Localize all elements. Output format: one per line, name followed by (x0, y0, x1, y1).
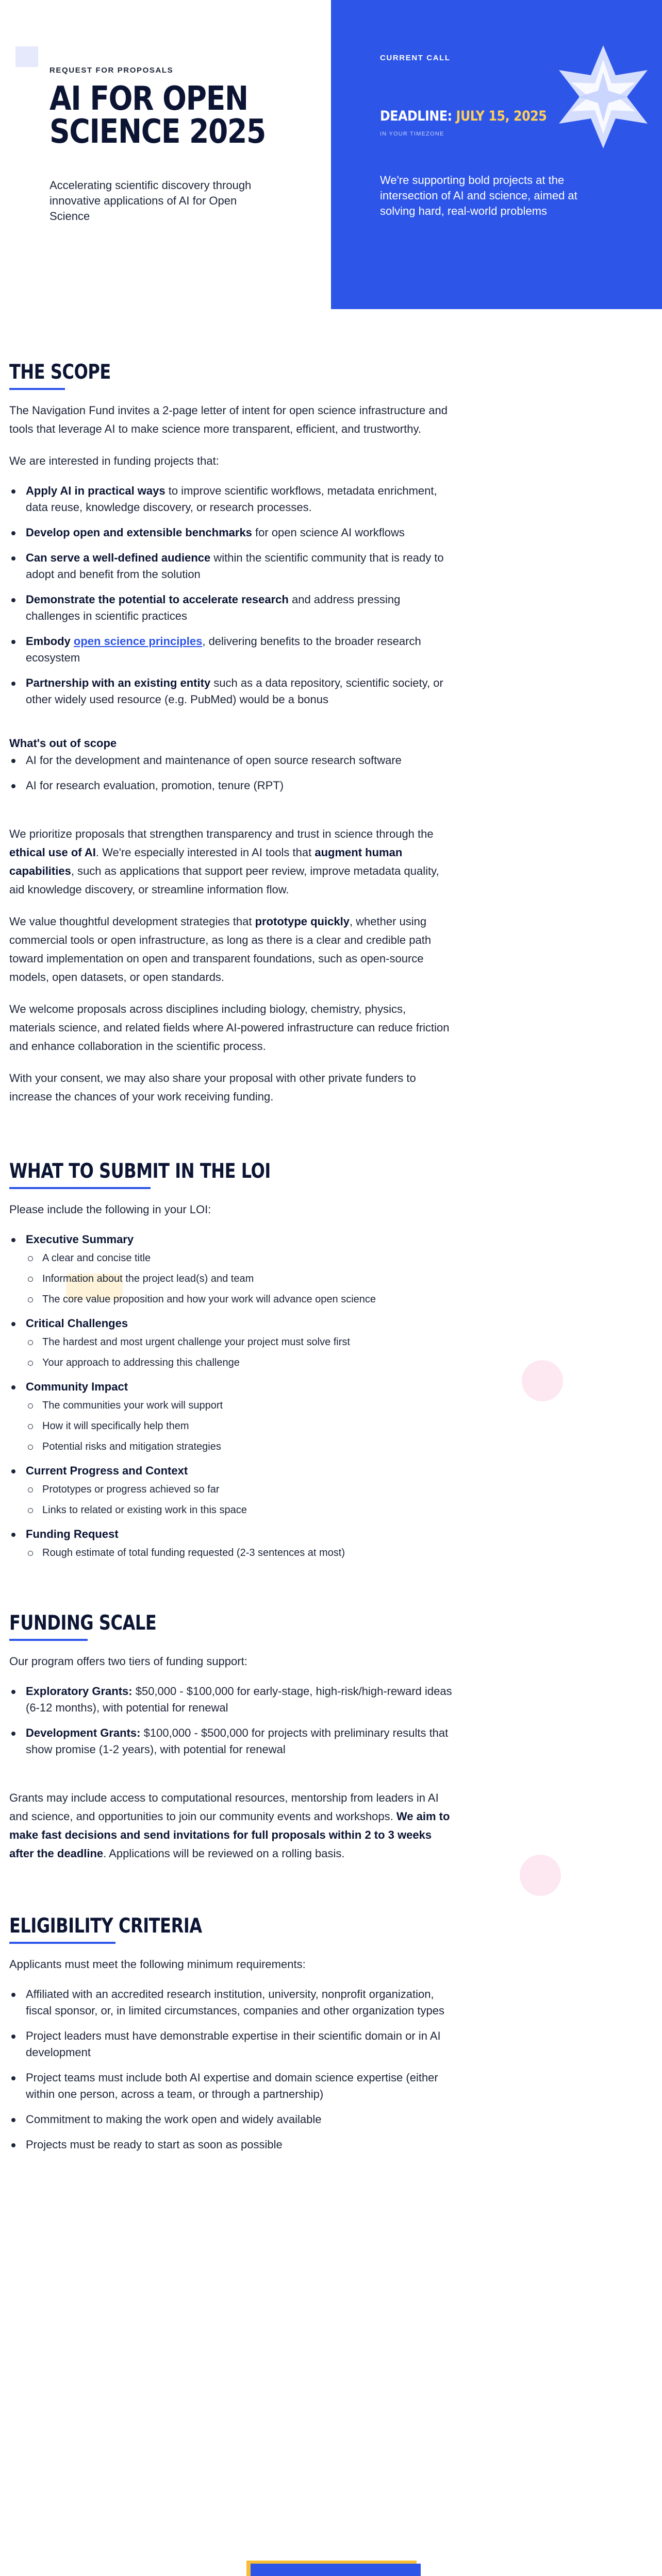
hero-eyebrow: REQUEST FOR PROPOSALS (49, 66, 174, 75)
group-label: Funding Request (26, 1528, 119, 1540)
title-underline (9, 1942, 115, 1944)
item-text: to improve scientific workflows, metadata enrichment, data reuse, knowledge discovery, or research processes. (26, 484, 437, 514)
sub-list (26, 1335, 453, 1370)
item-bold: Develop open and extensible benchmarks (26, 526, 252, 539)
list-item (9, 591, 453, 624)
item-text: , delivering benefits to the broader research ecosystem (26, 635, 421, 664)
list-item (9, 675, 453, 708)
item-text: for open science AI workflows (252, 526, 405, 539)
tier-name: Development Grants: (26, 1726, 141, 1739)
list-item (9, 1231, 453, 1307)
group-label: Current Progress and Context (26, 1464, 188, 1477)
sub-item: The communities your work will support (26, 1398, 453, 1413)
text: We value thoughtful development strategies that (9, 915, 255, 928)
list-item (9, 483, 453, 516)
sub-item: Information about the project lead(s) and team (26, 1272, 453, 1286)
hero-subtitle: Accelerating scientific discovery through innovative applications of AI for Open Science (49, 179, 252, 223)
section-title: WHAT TO SUBMIT IN THE LOI (9, 1160, 271, 1183)
list-item: Project leaders must have demonstrable expertise in their scientific domain or in AI development (9, 2028, 453, 2061)
title-underline (9, 388, 65, 390)
text-bold: ethical use of AI (9, 846, 96, 859)
list-item (9, 1463, 453, 1517)
star-icon (552, 45, 655, 148)
list-item (9, 1379, 453, 1454)
eligibility-section (9, 1914, 453, 2153)
funding-tiers (9, 1683, 453, 1758)
list-item: Projects must be ready to start as soon as possible (9, 2137, 453, 2153)
hero-description: We're supporting bold projects at the intersection of AI and science, aimed at solving hard, real-world problems (380, 174, 577, 217)
text: We prioritize proposals that strengthen transparency and trust in science through the (9, 827, 434, 840)
group-label: Community Impact (26, 1380, 128, 1393)
sub-item: The hardest and most urgent challenge your project must solve first (26, 1335, 453, 1349)
list-item (9, 633, 453, 666)
title-underline (9, 1187, 151, 1189)
disciplines-paragraph: We welcome proposals across disciplines including biology, chemistry, physics, materials science, and related fields where AI-powered infrastructure can reduce friction and enhance collaboration in the scientific process. (9, 1003, 450, 1053)
text-bold: prototype quickly (255, 915, 350, 928)
list-item (9, 1526, 453, 1560)
text: Grants may include access to computational resources, mentorship from leaders in AI and science, and opportunities to join our community events and workshops. (9, 1791, 439, 1823)
loi-list (9, 1231, 453, 1560)
scope-section (9, 361, 453, 1106)
sub-item: The core value proposition and how your work will advance open science (26, 1292, 453, 1307)
list-item: Commitment to making the work open and widely available (9, 2111, 453, 2128)
open-science-principles-link[interactable]: open science principles (73, 635, 203, 648)
funding-tier (9, 1725, 453, 1758)
item-text: such as a data repository, scientific society, or other widely used resource (e.g. PubMed) would be a bonus (26, 676, 443, 706)
timezone-note: IN YOUR TIMEZONE (380, 131, 444, 137)
text-bold: We aim to make fast decisions and send invitations for full proposals within 2 to 3 weeks after the deadline (9, 1810, 450, 1860)
funding-section (9, 1612, 453, 1863)
consent-paragraph: With your consent, we may also share your proposal with other private funders to increase the chances of your work receiving funding. (9, 1072, 416, 1103)
text: , such as applications that support peer review, improve metadata quality, aid knowledge discovery, or streamline information flow. (9, 865, 439, 896)
item-bold: Can serve a well-defined audience (26, 551, 211, 564)
sub-item: Your approach to addressing this challenge (26, 1355, 453, 1370)
sub-item: A clear and concise title (26, 1251, 453, 1265)
main-content (9, 361, 453, 2162)
deadline-label: DEADLINE: (380, 108, 452, 124)
page-title: AI FOR OPEN SCIENCE 2025 (49, 80, 266, 151)
funding-note (9, 1789, 453, 1863)
eligibility-list (9, 1986, 453, 2153)
prototype-paragraph (9, 912, 453, 987)
text: . Applications will be reviewed on a rolling basis. (103, 1847, 345, 1860)
text: . We're especially interested in AI tools that (95, 846, 315, 859)
text-bold: augment human capabilities (9, 846, 403, 877)
item-text: within the scientific community that is ready to adopt and benefit from the solution (26, 551, 444, 581)
group-label: Critical Challenges (26, 1317, 128, 1330)
list-item: AI for research evaluation, promotion, tenure (RPT) (9, 777, 453, 794)
interest-lead: We are interested in funding projects that: (9, 454, 219, 467)
list-item: Affiliated with an accredited research institution, university, nonprofit organization, fiscal sponsor, or, in limited circumstances, companies and other organization types (9, 1986, 453, 2019)
text: , whether using commercial tools or open infrastructure, as long as there is a clear and credible path toward implementation on open and transparent foundations, such as open-source models, open datasets, or open standards. (9, 915, 432, 984)
tier-name: Exploratory Grants: (26, 1685, 133, 1698)
hero (0, 0, 662, 309)
group-label: Executive Summary (26, 1233, 134, 1246)
tier-text: $50,000 - $100,000 for early-stage, high-risk/high-reward ideas (6-12 months), with potential for renewal (26, 1685, 452, 1714)
scope-intro: The Navigation Fund invites a 2-page letter of intent for open science infrastructure and tools that leverage AI to make science more transparent, efficient, and trustworthy. (9, 404, 448, 435)
eligibility-intro: Applicants must meet the following minimum requirements: (9, 1958, 306, 1971)
decorative-square (15, 46, 38, 67)
apply-button-wrapper (246, 2561, 422, 2576)
item-bold: Demonstrate the potential to accelerate research (26, 593, 289, 606)
list-item (9, 1315, 453, 1370)
decorative-circle (520, 1855, 561, 1896)
funding-tier (9, 1683, 453, 1716)
sub-list (26, 1546, 453, 1560)
out-of-scope-heading: What's out of scope (9, 737, 117, 750)
hero-right-panel (331, 0, 662, 309)
sub-list (26, 1251, 453, 1307)
section-title: THE SCOPE (9, 361, 111, 384)
decorative-circle (522, 1360, 563, 1401)
current-call-label: CURRENT CALL (380, 54, 451, 62)
hero-left-panel (0, 0, 331, 309)
item-bold: Apply AI in practical ways (26, 484, 166, 497)
sub-list (26, 1482, 453, 1517)
out-of-scope-list (9, 752, 453, 794)
deadline (380, 108, 547, 124)
list-item (9, 524, 453, 541)
scope-list (9, 483, 453, 708)
funding-intro: Our program offers two tiers of funding support: (9, 1655, 247, 1668)
item-bold: Embody (26, 635, 74, 648)
deadline-date: JULY 15, 2025 (456, 108, 547, 124)
tier-text: $100,000 - $500,000 for projects with preliminary results that show promise (1-2 years), with potential for renewal (26, 1726, 449, 1756)
loi-section (9, 1160, 453, 1560)
section-title: ELIGIBILITY CRITERIA (9, 1914, 202, 1938)
item-text: and address pressing challenges in scientific practices (26, 593, 401, 622)
sub-item: Prototypes or progress achieved so far (26, 1482, 453, 1497)
sub-item: Links to related or existing work in this space (26, 1503, 453, 1517)
sub-list (26, 1398, 453, 1454)
loi-intro: Please include the following in your LOI: (9, 1203, 211, 1216)
list-item: AI for the development and maintenance of open source research software (9, 752, 453, 769)
sub-item: Rough estimate of total funding requested (2-3 sentences at most) (26, 1546, 453, 1560)
list-item (9, 550, 453, 583)
sub-item: How it will specifically help them (26, 1419, 453, 1433)
sub-item: Potential risks and mitigation strategies (26, 1439, 453, 1454)
title-underline (9, 1639, 88, 1641)
apply-now-button[interactable] (251, 2564, 421, 2576)
list-item: Project teams must include both AI expertise and domain science expertise (either within one person, across a team, or through a partnership) (9, 2070, 453, 2103)
ethics-paragraph (9, 825, 453, 899)
section-title: FUNDING SCALE (9, 1612, 157, 1635)
item-bold: Partnership with an existing entity (26, 676, 211, 689)
